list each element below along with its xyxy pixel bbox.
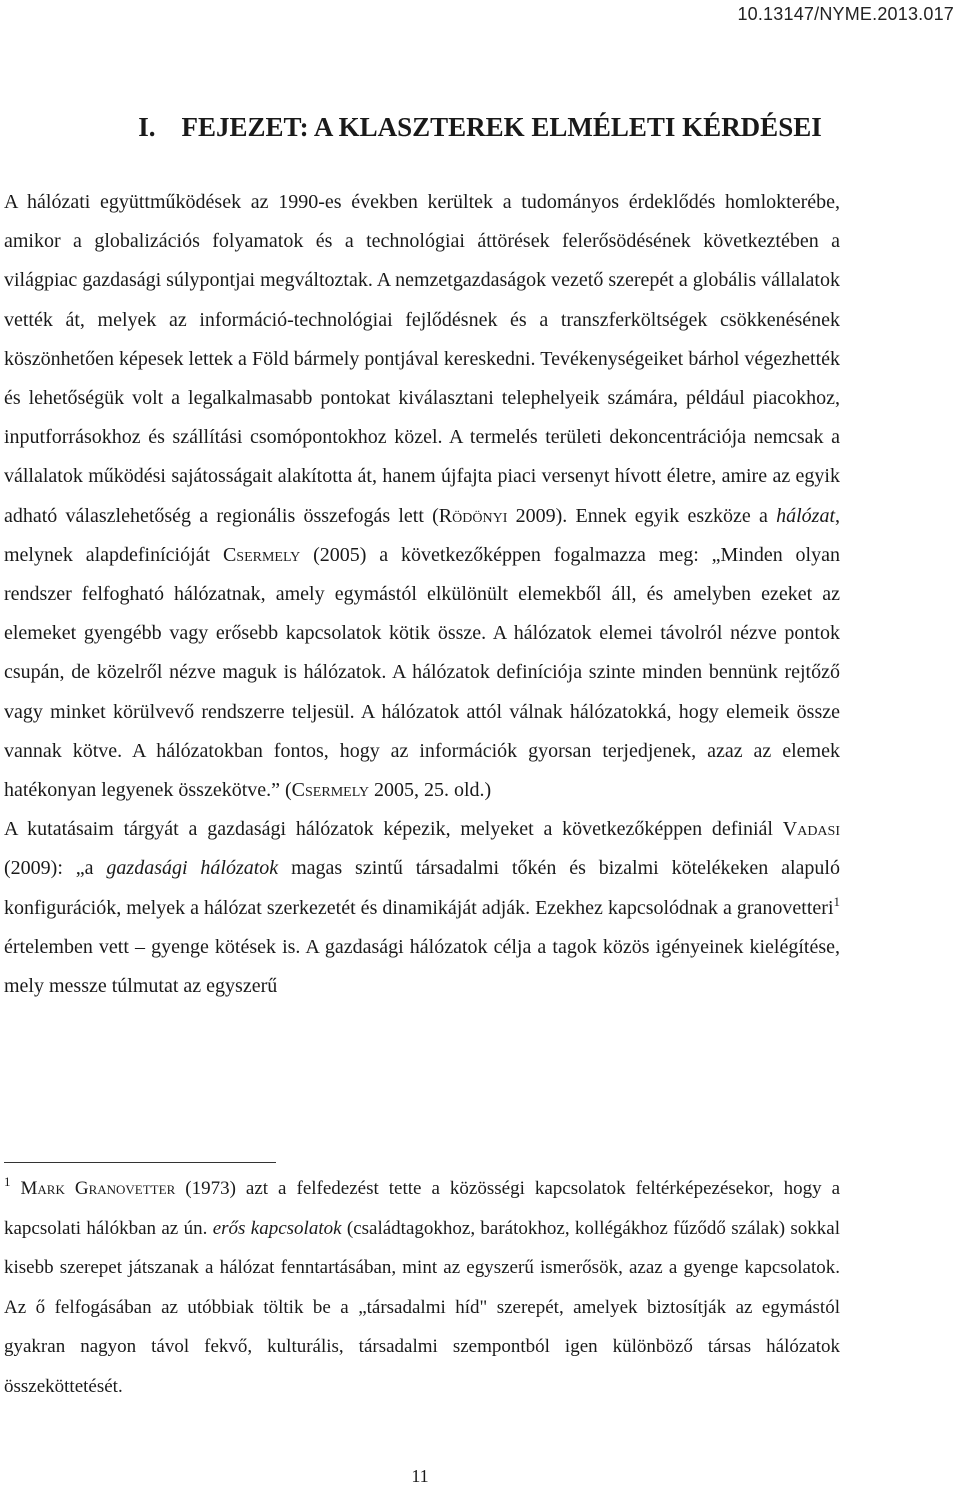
footnote-separator bbox=[4, 1162, 276, 1163]
paragraph-economic-networks bbox=[4, 810, 840, 1006]
text-run: magas szintű társadalmi tőkén és bizalmi kötelékeken alapuló konfigurációk, melyek a hálózat szerkezetét és dinamikáját adják. Ezekhez kapcsolódnak a granovetteri bbox=[4, 857, 840, 919]
text-run: , melynek alapdefinícióját bbox=[4, 504, 841, 566]
text-run: (2005) a következőképpen fogalmazza meg: „Minden olyan rendszer felfogható hálózatnak, amely egymástól elkülönült elemekből áll, és amelyben ezeket az elemeket gyengébb vagy erősebb kapcsolatok kötik össze. A hálózatok elemei távolról nézve pontok csupán, de közelről nézve maguk is hálózatok. A hálózatok definíciója szinte minden bennünk rejtőző vagy minket körülvevő rendszerre teljesül. A hálózatok attól válnak hálózatokká, hogy elemeik össze vannak kötve. A hálózatokban fontos, hogy az információk gyorsan terjedjenek, azaz az elemek hatékonyan legyenek összekötve.” ( bbox=[4, 543, 840, 802]
text-run: (2009): „a bbox=[4, 857, 107, 880]
chapter-title-text: FEJEZET: A KLASZTEREK ELMÉLETI KÉRDÉSEI bbox=[181, 112, 822, 142]
text-run: A kutatásaim tárgyát a gazdasági hálózatok képezik, melyeket a következőképpen definiál bbox=[4, 818, 783, 841]
paragraph-networks-intro bbox=[4, 183, 840, 810]
page-number: 11 bbox=[411, 1466, 429, 1486]
text-run: 2009). Ennek egyik eszköze a bbox=[507, 504, 777, 527]
chapter-number: I. bbox=[138, 112, 156, 142]
text-run: (1973) azt a felfedezést tette a közösségi kapcsolatok feltérképezésekor, hogy a kapcsolati hálókban az ún. bbox=[4, 1178, 841, 1239]
body-text bbox=[4, 183, 840, 1006]
citation-author: Rödönyi bbox=[438, 504, 508, 527]
text-run: értelemben vett – gyenge kötések is. A gazdasági hálózatok célja a tagok közös igényeinek kielégítése, mely messze túlmutat az egyszerű bbox=[4, 935, 840, 998]
footnote-author: Mark Granovetter bbox=[20, 1178, 176, 1199]
footnote bbox=[4, 1169, 840, 1407]
text-run: (családtagokhoz, barátokhoz, kollégákhoz fűződő szálak) sokkal kisebb szerepet játszanak a hálózat fenntartásában, mint az egyszerű ismerősök, azaz a gyenge kapcsolatok. Az ő felfogásában az utóbbiak töltik be a „társadalmi híd" szerepét, amelyek biztosítják az egymástól gyakran nagyon távol fekvő, kulturális, társadalmi szempontból igen különböző társas hálózatok összeköttetését. bbox=[4, 1217, 840, 1397]
text-run: A hálózati együttműködések az 1990-es években kerültek a tudományos érdeklődés homlokterébe, amikor a globalizációs folyamatok és a technológiai áttörések felerősödésének következtében a világpiac gazdasági súlypontjai megváltoztak. A nemzetgazdaságok vezető szerepét a globális vállalatok vették át, melyek az információ-technológiai fejlődésnek és a transzferköltségek csökkenésének köszönhetően képesek lettek a Föld bármely pontjával kereskedni. Tevékenységeiket bárhol végezhették és lehetőségük volt a legalkalmasabb pontokat kiválasztani telephelyeik számára, például piacokhoz, inputforrásokhoz és szállítási csomópontokhoz közel. A termelés területi dekoncentrációja nemcsak a vállalatok működési sajátosságait alakította át, hanem újfajta piaci versenyt hívott életre, amire az egyik adható válaszlehetőség a regionális összefogás lett ( bbox=[4, 191, 840, 527]
italic-term: erős kapcsolatok bbox=[212, 1217, 342, 1239]
footnote-text bbox=[4, 1169, 840, 1407]
citation-author: Csermely bbox=[291, 779, 369, 802]
chapter-title bbox=[0, 112, 960, 143]
italic-term: hálózat bbox=[776, 504, 836, 527]
doi-header: 10.13147/NYME.2013.017 bbox=[737, 4, 954, 24]
text-run: 2005, 25. old.) bbox=[368, 779, 492, 802]
citation-author: Vadasi bbox=[782, 818, 840, 841]
footnote-mark: 1 bbox=[4, 1174, 11, 1189]
footnote-reference: 1 bbox=[833, 893, 840, 909]
citation-author: Csermely bbox=[222, 543, 301, 566]
italic-term: gazdasági hálózatok bbox=[106, 857, 279, 880]
